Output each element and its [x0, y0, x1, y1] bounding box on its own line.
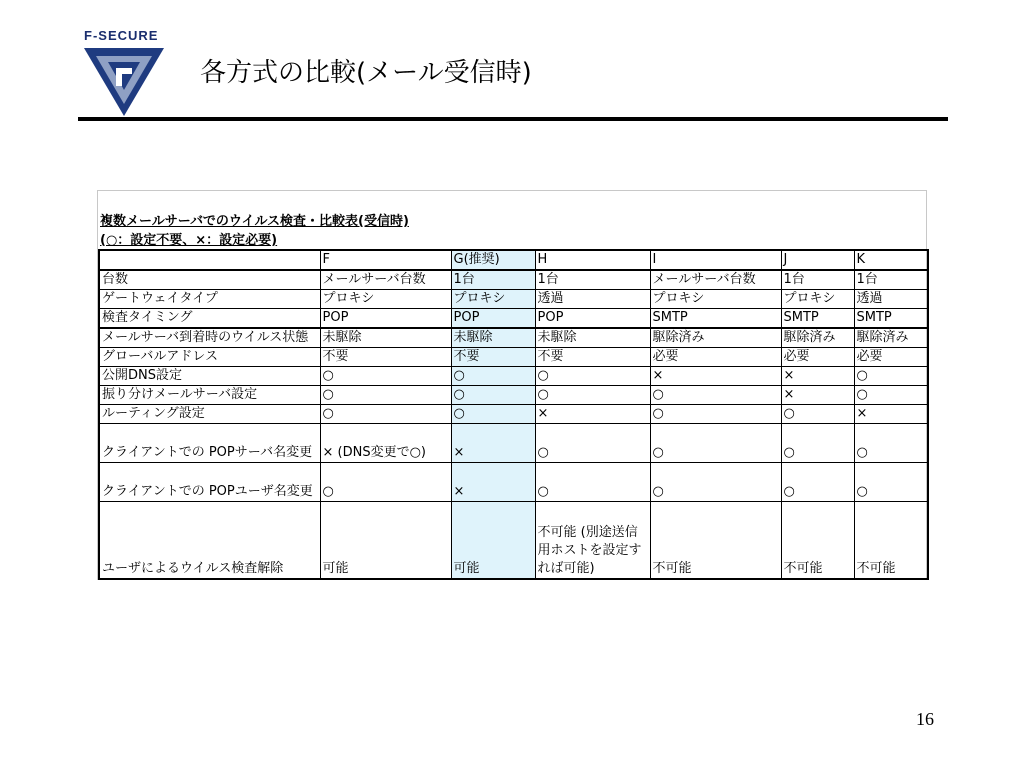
table-row	[99, 424, 928, 463]
table-cell: ×	[451, 463, 535, 502]
table-row	[99, 386, 928, 405]
row-label: ゲートウェイタイプ	[99, 290, 320, 309]
table-row	[99, 348, 928, 367]
table-cell: 必要	[854, 348, 928, 367]
table-cell: × (DNS変更で○)	[320, 424, 451, 463]
table-cell: 不可能	[854, 502, 928, 580]
column-header: G(推奨)	[451, 250, 535, 270]
table-cell: ○	[535, 424, 650, 463]
table-cell: プロキシ	[451, 290, 535, 309]
table-cell: 未駆除	[451, 328, 535, 348]
table-cell: ×	[535, 405, 650, 424]
table-cell: 1台	[451, 270, 535, 290]
table-cell: ○	[535, 367, 650, 386]
table-cell: ○	[781, 405, 854, 424]
row-label: 検査タイミング	[99, 309, 320, 329]
table-cell: 駆除済み	[854, 328, 928, 348]
table-cell: ○	[854, 367, 928, 386]
table-cell: メールサーバ台数	[650, 270, 781, 290]
table-cell: ○	[320, 463, 451, 502]
column-header: J	[781, 250, 854, 270]
table-header-row	[99, 250, 928, 270]
table-cell: 不可能	[650, 502, 781, 580]
page-number: 16	[916, 709, 934, 729]
table-cell: ○	[320, 367, 451, 386]
table-cell: 未駆除	[320, 328, 451, 348]
row-label: 台数	[99, 270, 320, 290]
table-cell: ○	[451, 367, 535, 386]
table-cell: 不可能 (別途送信用ホストを設定すれば可能)	[535, 502, 650, 580]
table-row	[99, 405, 928, 424]
table-cell: ○	[650, 405, 781, 424]
table-cell: SMTP	[781, 309, 854, 329]
row-label: 公開DNS設定	[99, 367, 320, 386]
table-row	[99, 502, 928, 580]
f-secure-logo	[76, 26, 172, 116]
table-caption: 複数メールサーバでのウイルス検査・比較表(受信時)	[100, 214, 409, 229]
row-label: メールサーバ到着時のウイルス状態	[99, 328, 320, 348]
table-cell: ○	[320, 386, 451, 405]
table-cell: ×	[781, 386, 854, 405]
table-cell: POP	[451, 309, 535, 329]
table-cell: 1台	[535, 270, 650, 290]
table-cell: 未駆除	[535, 328, 650, 348]
table-cell: ○	[781, 424, 854, 463]
table-cell: ×	[781, 367, 854, 386]
table-legend: (○：設定不要、×：設定必要)	[100, 233, 278, 248]
table-cell: 駆除済み	[781, 328, 854, 348]
row-label: グローバルアドレス	[99, 348, 320, 367]
comparison-table	[98, 249, 929, 580]
table-cell: 必要	[781, 348, 854, 367]
table-row	[99, 463, 928, 502]
row-label: ルーティング設定	[99, 405, 320, 424]
table-cell: 1台	[781, 270, 854, 290]
table-cell: プロキシ	[320, 290, 451, 309]
table-cell: ○	[854, 424, 928, 463]
table-cell: 透過	[535, 290, 650, 309]
row-label: クライアントでの POPサーバ名変更	[99, 424, 320, 463]
table-cell: ○	[650, 386, 781, 405]
table-row	[99, 328, 928, 348]
f-secure-shield-icon	[82, 46, 166, 118]
table-cell: 不要	[535, 348, 650, 367]
table-cell: ○	[854, 386, 928, 405]
slide-title: 各方式の比較(メール受信時)	[200, 58, 532, 88]
table-cell: SMTP	[650, 309, 781, 329]
table-cell: メールサーバ台数	[320, 270, 451, 290]
table-cell: ○	[854, 463, 928, 502]
table-cell: ○	[451, 405, 535, 424]
logo-wordmark: F-SECURE	[84, 28, 159, 43]
table-cell: ○	[781, 463, 854, 502]
table-cell: プロキシ	[781, 290, 854, 309]
column-header: I	[650, 250, 781, 270]
row-label: 振り分けメールサーバ設定	[99, 386, 320, 405]
table-cell: 透過	[854, 290, 928, 309]
table-cell: 不要	[320, 348, 451, 367]
table-cell: SMTP	[854, 309, 928, 329]
table-cell: ○	[535, 463, 650, 502]
row-label: クライアントでの POPユーザ名変更	[99, 463, 320, 502]
table-cell: ○	[650, 424, 781, 463]
column-header: F	[320, 250, 451, 270]
table-row	[99, 367, 928, 386]
table-cell: ×	[451, 424, 535, 463]
column-header: K	[854, 250, 928, 270]
table-cell: ×	[854, 405, 928, 424]
table-row	[99, 309, 928, 329]
table-cell: 可能	[451, 502, 535, 580]
table-row	[99, 290, 928, 309]
table-cell: ○	[451, 386, 535, 405]
table-cell: ○	[320, 405, 451, 424]
table-cell: 必要	[650, 348, 781, 367]
table-cell: ○	[650, 463, 781, 502]
table-cell: ○	[535, 386, 650, 405]
table-row	[99, 270, 928, 290]
table-cell: 不可能	[781, 502, 854, 580]
table-cell: 1台	[854, 270, 928, 290]
title-divider	[78, 117, 948, 121]
column-header	[99, 250, 320, 270]
column-header: H	[535, 250, 650, 270]
row-label: ユーザによるウイルス検査解除	[99, 502, 320, 580]
table-cell: プロキシ	[650, 290, 781, 309]
table-cell: 可能	[320, 502, 451, 580]
table-cell: POP	[320, 309, 451, 329]
table-cell: POP	[535, 309, 650, 329]
table-cell: 不要	[451, 348, 535, 367]
table-cell: 駆除済み	[650, 328, 781, 348]
table-cell: ×	[650, 367, 781, 386]
